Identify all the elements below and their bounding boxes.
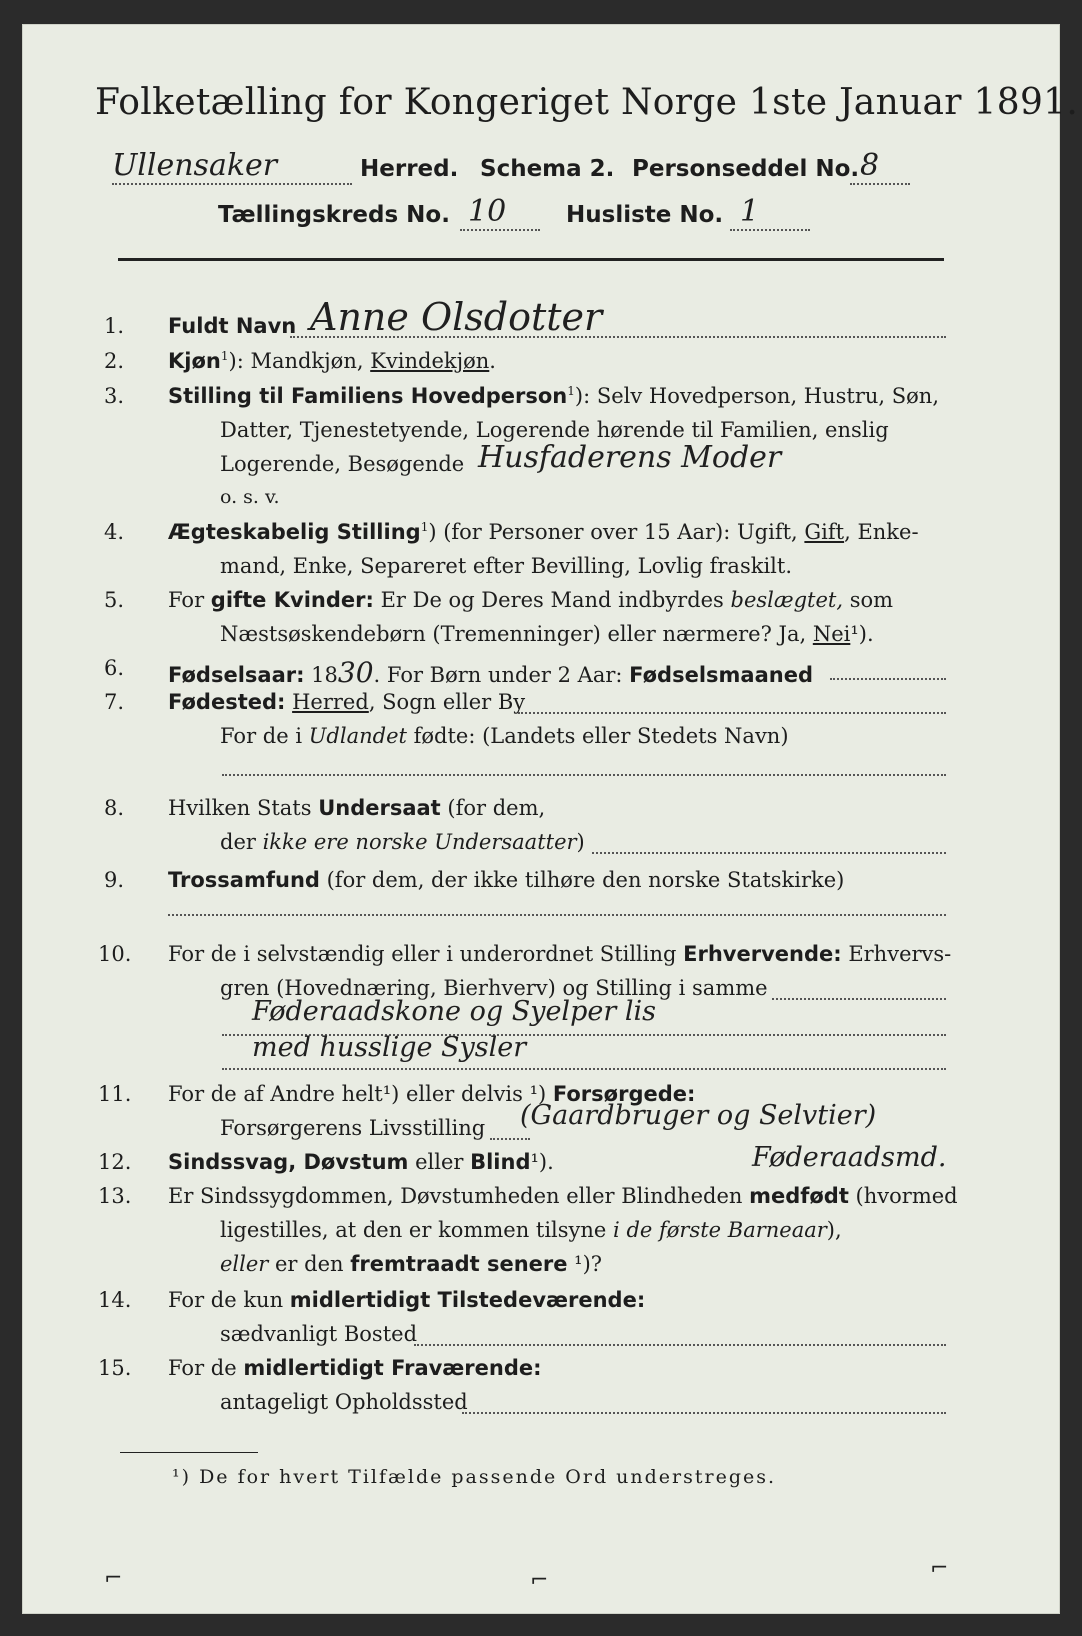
margin-mark-left: ⌐ <box>104 1566 123 1591</box>
q10-number: 10. <box>98 942 132 966</box>
kreds-number: 10 <box>468 194 507 229</box>
q8-line2-italic: ikke ere norske Undersaatter <box>262 830 577 854</box>
q9-number: 9. <box>104 868 125 892</box>
q13-line2-italic: i de første Barneaar <box>613 1218 827 1242</box>
q11-line2: Forsørgerens Livsstilling <box>220 1116 486 1140</box>
q10-line1 <box>168 942 951 966</box>
q11-answer-extra: Føderaadsmd. <box>752 1142 947 1173</box>
q8-dotted-line <box>592 852 946 854</box>
q2-label: Kjøn <box>168 349 221 373</box>
q11-line1-a: For de af Andre helt <box>168 1082 383 1106</box>
q14-dotted-line <box>414 1344 946 1346</box>
q13-line1-a: Er Sindssygdommen, Døvstumheden eller Blindheden <box>168 1184 750 1208</box>
q4-underlined-option: Gift <box>804 520 845 544</box>
q10-answer-2: med husslige Sysler <box>252 1032 527 1063</box>
q15-line2: antageligt Opholdssted <box>220 1390 468 1414</box>
q12-text-b: ¹). <box>530 1150 554 1174</box>
q6-number: 6. <box>104 656 125 680</box>
kreds-label: Tællingskreds No. <box>218 202 450 228</box>
q5-text-a: For <box>168 588 211 612</box>
q1-dotted-line <box>290 336 946 338</box>
q8-line2 <box>220 830 585 854</box>
q3-line1 <box>168 384 939 408</box>
q2-sup: 1 <box>220 349 229 363</box>
q11-dotted-line <box>490 1138 530 1140</box>
q14-text-a: For de kun <box>168 1288 290 1312</box>
q8-line1-b: (for dem, <box>440 796 546 820</box>
q13-line3 <box>220 1252 602 1276</box>
herred-line <box>112 148 277 183</box>
herred-handwritten: Ullensaker <box>112 148 278 183</box>
schema-label: Schema 2. <box>480 156 615 182</box>
q10-line2: gren (Hovednæring, Bierhverv) og Stilling i samme <box>220 976 768 1000</box>
q7-line2-a: For de i <box>220 724 309 748</box>
q11-bold: Forsørgede: <box>552 1082 696 1106</box>
q7-line2 <box>220 724 789 748</box>
q4-line1-b: , Enke- <box>844 520 919 544</box>
q5-line2-b: ¹). <box>850 622 874 646</box>
header-rule <box>118 258 944 261</box>
q15-bold: midlertidigt Fraværende: <box>243 1356 542 1380</box>
q14-line2: sædvanligt Bosted <box>220 1322 418 1346</box>
q12-bold-b: Blind <box>470 1150 531 1174</box>
q9-text: (for dem, der ikke tilhøre den norske Statskirke) <box>319 868 845 892</box>
q5-number: 5. <box>104 588 125 612</box>
q12-bold: Sindssvag, Døvstum <box>168 1150 409 1174</box>
q2-number: 2. <box>104 349 125 373</box>
q13-line3-italic: eller <box>220 1252 269 1276</box>
q5-line2 <box>220 622 874 646</box>
q4-sup: 1 <box>420 520 429 534</box>
q7-underlined-option: Herred <box>292 690 369 714</box>
q7-label: Fødested: <box>168 690 286 714</box>
q1-number: 1. <box>104 314 125 338</box>
q5-line1 <box>168 588 893 612</box>
footnote: ¹) De for hvert Tilfælde passende Ord understreges. <box>172 1466 777 1488</box>
q12-line <box>168 1150 554 1174</box>
q7-dotted-line-1 <box>518 712 946 714</box>
q15-text-a: For de <box>168 1356 244 1380</box>
q15-number: 15. <box>98 1356 132 1380</box>
q13-line2-b: ), <box>826 1218 842 1242</box>
q4-line1 <box>168 520 919 544</box>
q1-answer-name: Anne Olsdotter <box>310 295 603 339</box>
q14-bold: midlertidigt Tilstedeværende: <box>289 1288 646 1312</box>
q3-line4: o. s. v. <box>220 486 280 508</box>
q8-line2-b: ) <box>576 830 585 854</box>
q7-dotted-line-2 <box>222 774 946 776</box>
husliste-number: 1 <box>740 194 760 229</box>
q11-answer: (Gaardbruger og Selvtier) <box>520 1100 877 1131</box>
q11-line1-b: ¹) eller delvis ¹) <box>382 1082 553 1106</box>
personseddel-number: 8 <box>860 148 880 183</box>
q8-bold: Undersaat <box>318 796 441 820</box>
q15-line1 <box>168 1356 542 1380</box>
q15-dotted-line <box>462 1412 946 1414</box>
q2-underlined-option: Kvindekjøn <box>370 349 490 373</box>
q13-line3-b: ¹)? <box>567 1252 603 1276</box>
herred-label: Herred. <box>360 156 459 182</box>
q10-bold: Erhvervende: <box>683 942 842 966</box>
q4-line2: mand, Enke, Separeret efter Bevilling, Lovlig fraskilt. <box>220 554 793 578</box>
q9-dotted-line <box>168 914 946 916</box>
q13-line1 <box>168 1184 958 1208</box>
q6-label: Fødselsaar: <box>168 663 305 687</box>
q1-label: Fuldt Navn <box>168 314 297 338</box>
q3-answer: Husfaderens Moder <box>478 440 782 475</box>
q5-underlined-option: Nei <box>812 622 851 646</box>
q7-number: 7. <box>104 690 125 714</box>
q8-line2-a: der <box>220 830 263 854</box>
q4-label: Ægteskabelig Stilling <box>168 520 421 544</box>
q6-bold-b: Fødselsmaaned <box>629 663 813 687</box>
margin-mark-center: ⌐ <box>530 1568 549 1593</box>
footnote-rule <box>120 1452 258 1453</box>
q3-line1-rest: ): Selv Hovedperson, Hustru, Søn, <box>574 384 939 408</box>
personseddel-label: Personseddel No. <box>632 156 860 182</box>
q6-prefix: 18 <box>304 663 338 687</box>
q13-number: 13. <box>98 1184 132 1208</box>
q10-answer-1: Føderaadskone og Syelper lis <box>252 996 656 1027</box>
q6-dotted-line <box>830 678 946 680</box>
q13-line3-bold: fremtraadt senere <box>350 1252 568 1276</box>
q9-bold: Trossamfund <box>168 868 320 892</box>
q5-text-c: som <box>843 588 894 612</box>
q11-number: 11. <box>98 1082 132 1106</box>
q4-line1-a: ) (for Personer over 15 Aar): Ugift, <box>428 520 805 544</box>
q9-line <box>168 868 844 892</box>
q4-number: 4. <box>104 520 125 544</box>
q13-bold: medfødt <box>749 1184 849 1208</box>
q7-line2-b: fødte: (Landets eller Stedets Navn) <box>406 724 789 748</box>
q10-dotted-line-3 <box>222 1068 946 1070</box>
q10-line1-b: Erhvervs- <box>841 942 952 966</box>
q12-number: 12. <box>98 1150 132 1174</box>
q6-text-b: . For Børn under 2 Aar: <box>373 663 630 687</box>
q14-line1 <box>168 1288 645 1312</box>
q13-line2 <box>220 1218 842 1242</box>
q6-line <box>168 656 813 689</box>
form-title: Folketælling for Kongeriget Norge 1ste Januar 1891. <box>95 82 1079 123</box>
husliste-dotted-line <box>730 229 810 231</box>
q7-text-a: , Sogn eller By <box>368 690 526 714</box>
q8-line1 <box>168 796 545 820</box>
q5-line2-a: Næstsøskendebørn (Tremenninger) eller nærmere? Ja, <box>220 622 813 646</box>
q3-line3: Logerende, Besøgende <box>220 452 465 476</box>
husliste-label: Husliste No. <box>566 202 724 228</box>
q5-text-b: Er De og Deres Mand indbyrdes <box>373 588 731 612</box>
q8-number: 8. <box>104 796 125 820</box>
q13-line1-b: (hvormed <box>848 1184 958 1208</box>
q10-line1-a: For de i selvstændig eller i underordnet Stilling <box>168 942 684 966</box>
margin-mark-right: ⌐ <box>930 1556 949 1581</box>
q2-text <box>168 349 496 373</box>
q3-label: Stilling til Familiens Hovedperson <box>168 384 568 408</box>
kreds-dotted-line <box>460 229 540 231</box>
q7-line1 <box>168 690 525 714</box>
q2-text-a: ): Mandkjøn, <box>228 349 371 373</box>
q3-number: 3. <box>104 384 125 408</box>
q2-text-b: . <box>489 349 496 373</box>
personseddel-dotted-line <box>850 183 910 185</box>
q3-sup: 1 <box>567 384 575 398</box>
q13-line2-a: ligestilles, at den er kommen tilsyne <box>220 1218 614 1242</box>
q10-dotted-line-1 <box>772 998 946 1000</box>
q5-italic: beslægtet, <box>730 588 844 612</box>
q3-line2: Datter, Tjenestetyende, Logerende hørende til Familien, enslig <box>220 418 889 442</box>
q6-answer-year: 30 <box>337 656 374 689</box>
q12-text-a: eller <box>408 1150 471 1174</box>
q8-line1-a: Hvilken Stats <box>168 796 319 820</box>
herred-dotted-line <box>112 183 352 185</box>
q13-line3-a: er den <box>268 1252 351 1276</box>
q5-bold: gifte Kvinder: <box>210 588 374 612</box>
q14-number: 14. <box>98 1288 132 1312</box>
q7-line2-italic: Udlandet <box>308 724 407 748</box>
